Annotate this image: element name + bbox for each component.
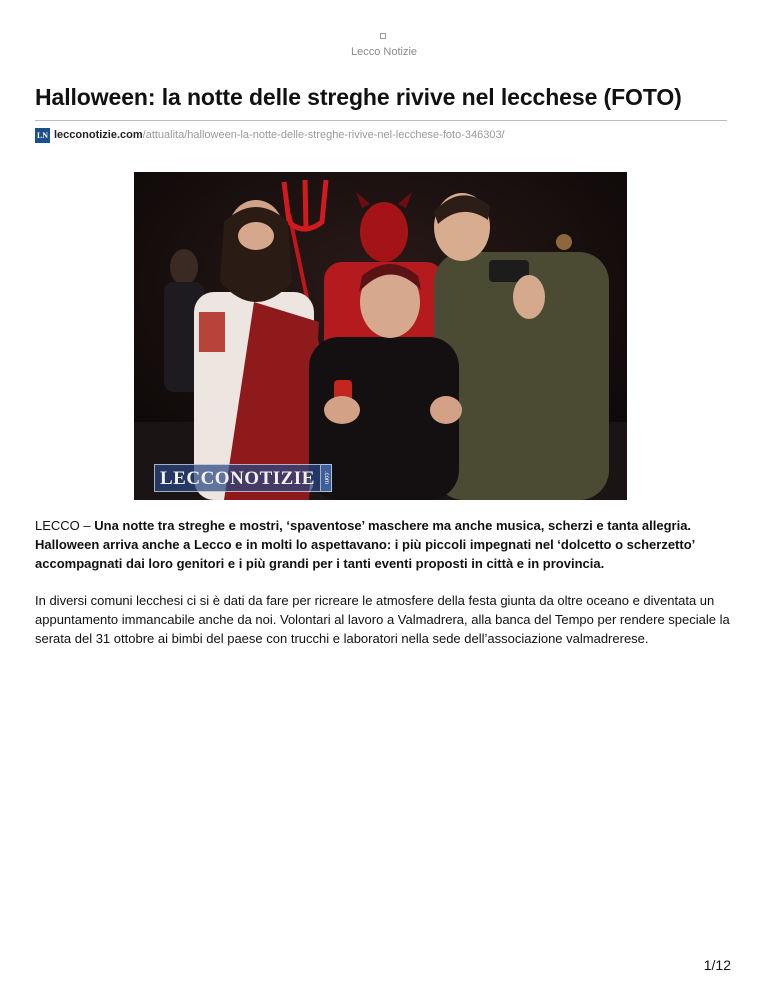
article-body: In diversi comuni lecchesi ci si è dati da fare per ricreare le atmosfere della festa giunta da oltre oceano e diventata un appuntamento immancabile anche da noi. Volontari al lavoro a Valmadrera, alla banca del Tempo per rendere speciale la serata del 31 ottobre ai bimbi del paese con trucchi e laboratori nella sede dell’associazione valmadrerese. (35, 593, 730, 646)
favicon-icon (380, 33, 386, 39)
lead-bold-text: Una notte tra streghe e mostri, ‘spaventose’ maschere ma anche musica, scherzi e tanta allegria. Halloween arriva anche a Lecco e in molti lo aspettavano: i più piccoli impegnati nel ‘dolcetto o scherzetto’ accompagnati dai loro genitori e i più grandi per i tanti eventi proposti in città e in provincia. (35, 518, 695, 571)
article-photo (134, 172, 627, 500)
source-domain[interactable]: lecconotizie.com (54, 129, 143, 141)
page-indicator: 1/12 (703, 957, 731, 973)
article-title: Halloween: la notte delle streghe rivive nel lecchese (FOTO) (35, 84, 682, 110)
site-name: Lecco Notizie (350, 46, 418, 58)
title-divider (35, 120, 727, 121)
image-watermark (154, 464, 332, 492)
source-path[interactable]: /attualita/halloween-la-notte-delle-streghe-rivive-nel-lecchese-foto-346303/ (142, 129, 505, 141)
lead-prefix: LECCO – (35, 518, 95, 533)
source-line[interactable] (35, 127, 505, 143)
halloween-group-photo (134, 172, 627, 500)
watermark-text: LECCONOTIZIE (154, 464, 321, 492)
site-logo-icon: LN (35, 128, 50, 143)
article-lead (35, 516, 735, 573)
watermark-tag: .com (321, 464, 332, 492)
